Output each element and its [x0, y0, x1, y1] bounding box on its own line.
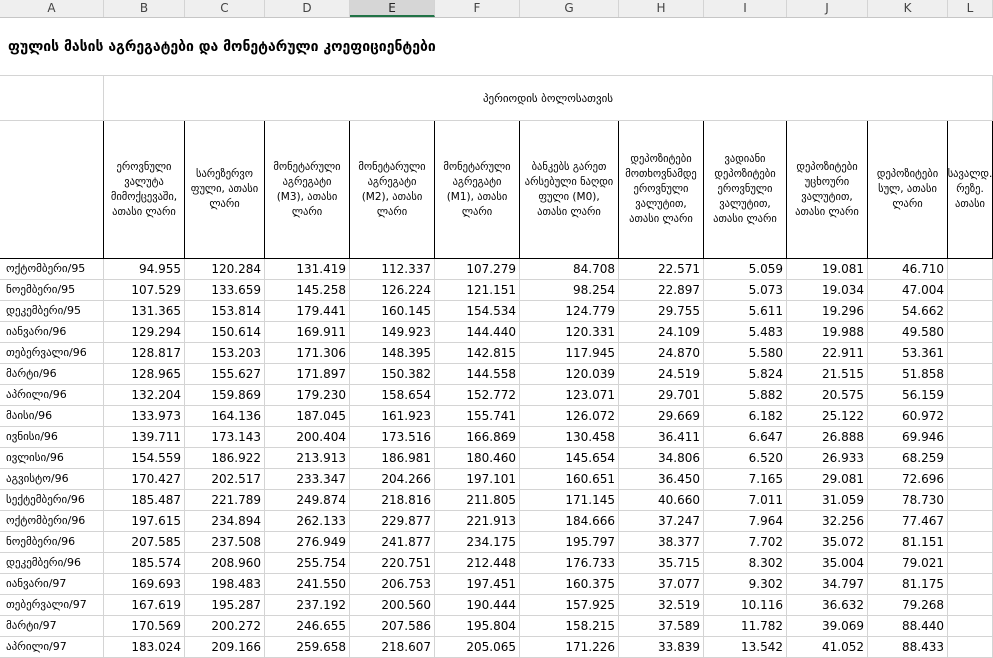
data-cell[interactable]: 142.815 [435, 343, 520, 364]
data-cell-empty[interactable] [948, 301, 993, 322]
data-cell[interactable]: 184.666 [520, 511, 619, 532]
data-cell[interactable]: 154.559 [104, 448, 185, 469]
data-cell[interactable]: 213.913 [265, 448, 350, 469]
row-label[interactable]: თებერვალი/97 [0, 595, 104, 616]
data-cell[interactable]: 155.741 [435, 406, 520, 427]
row-label[interactable]: იანვარი/96 [0, 322, 104, 343]
cell-a-period[interactable] [0, 76, 104, 121]
data-cell[interactable]: 246.655 [265, 616, 350, 637]
data-cell[interactable]: 117.945 [520, 343, 619, 364]
data-cell[interactable]: 276.949 [265, 532, 350, 553]
data-cell[interactable]: 5.611 [704, 301, 787, 322]
data-cell[interactable]: 24.870 [619, 343, 704, 364]
data-cell[interactable]: 164.136 [185, 406, 265, 427]
data-cell[interactable]: 5.824 [704, 364, 787, 385]
data-cell[interactable]: 159.869 [185, 385, 265, 406]
column-heading-b[interactable]: ეროვნული ვალუტა მიმოქცევაში, ათასი ლარი [104, 121, 185, 259]
data-cell[interactable]: 145.258 [265, 280, 350, 301]
column-heading-j[interactable]: დეპოზიტები უცხოური ვალუტით, ათასი ლარი [787, 121, 868, 259]
column-header-g[interactable]: G [520, 0, 619, 17]
data-cell[interactable]: 107.279 [435, 259, 520, 280]
data-cell[interactable]: 186.981 [350, 448, 435, 469]
data-cell[interactable]: 37.589 [619, 616, 704, 637]
data-cell[interactable]: 5.059 [704, 259, 787, 280]
data-cell-empty[interactable] [948, 553, 993, 574]
data-cell[interactable]: 185.487 [104, 490, 185, 511]
data-cell[interactable]: 11.782 [704, 616, 787, 637]
data-cell[interactable]: 53.361 [868, 343, 948, 364]
column-header-h[interactable]: H [619, 0, 704, 17]
column-heading-l[interactable]: სავალდ. რეზე. ათასი [948, 121, 993, 259]
data-cell[interactable]: 144.440 [435, 322, 520, 343]
data-cell[interactable]: 160.145 [350, 301, 435, 322]
data-cell[interactable]: 5.580 [704, 343, 787, 364]
data-cell[interactable]: 8.302 [704, 553, 787, 574]
data-cell[interactable]: 29.755 [619, 301, 704, 322]
data-cell-empty[interactable] [948, 259, 993, 280]
data-cell-empty[interactable] [948, 280, 993, 301]
data-cell[interactable]: 207.586 [350, 616, 435, 637]
data-cell[interactable]: 131.419 [265, 259, 350, 280]
data-cell[interactable]: 6.182 [704, 406, 787, 427]
column-heading-d[interactable]: მონეტარული აგრეგატი (M3), ათასი ლარი [265, 121, 350, 259]
column-header-bar [0, 0, 993, 18]
data-cell[interactable]: 107.529 [104, 280, 185, 301]
data-cell[interactable]: 49.580 [868, 322, 948, 343]
data-cell[interactable]: 24.109 [619, 322, 704, 343]
data-cell[interactable]: 129.294 [104, 322, 185, 343]
data-cell[interactable]: 179.230 [265, 385, 350, 406]
data-cell[interactable]: 241.550 [265, 574, 350, 595]
column-header-b[interactable]: B [104, 0, 185, 17]
data-cell[interactable]: 7.964 [704, 511, 787, 532]
data-cell[interactable]: 205.065 [435, 637, 520, 658]
data-cell[interactable]: 22.911 [787, 343, 868, 364]
row-label[interactable]: დეკემბერი/96 [0, 553, 104, 574]
data-cell[interactable]: 255.754 [265, 553, 350, 574]
column-heading-i[interactable]: ვადიანი დეპოზიტები ეროვნული ვალუტით, ათასი ლარი [704, 121, 787, 259]
column-heading-h[interactable]: დეპოზიტები მოთხოვნამდე ეროვნული ვალუტით, ათასი ლარი [619, 121, 704, 259]
column-header-l[interactable]: L [948, 0, 993, 17]
data-cell[interactable]: 169.693 [104, 574, 185, 595]
data-cell[interactable]: 123.071 [520, 385, 619, 406]
data-cell[interactable]: 32.519 [619, 595, 704, 616]
data-cell[interactable]: 10.116 [704, 595, 787, 616]
data-cell[interactable]: 169.911 [265, 322, 350, 343]
data-cell-empty[interactable] [948, 490, 993, 511]
data-cell[interactable]: 31.059 [787, 490, 868, 511]
data-cell[interactable]: 154.534 [435, 301, 520, 322]
data-cell[interactable]: 221.789 [185, 490, 265, 511]
row-label[interactable]: ოქტომბერი/96 [0, 511, 104, 532]
data-cell-empty[interactable] [948, 406, 993, 427]
data-cell[interactable]: 160.651 [520, 469, 619, 490]
column-header-j[interactable]: J [787, 0, 868, 17]
data-cell[interactable]: 211.805 [435, 490, 520, 511]
data-cell[interactable]: 56.159 [868, 385, 948, 406]
data-cell-empty[interactable] [948, 427, 993, 448]
data-cell[interactable]: 36.411 [619, 427, 704, 448]
data-cell[interactable]: 144.558 [435, 364, 520, 385]
data-cell[interactable]: 200.560 [350, 595, 435, 616]
data-cell[interactable]: 200.404 [265, 427, 350, 448]
data-cell[interactable]: 190.444 [435, 595, 520, 616]
data-cell[interactable]: 179.441 [265, 301, 350, 322]
row-label[interactable]: მაისი/96 [0, 406, 104, 427]
data-cell[interactable]: 34.797 [787, 574, 868, 595]
data-cell[interactable]: 9.302 [704, 574, 787, 595]
data-cell[interactable]: 29.701 [619, 385, 704, 406]
data-cell[interactable]: 132.204 [104, 385, 185, 406]
data-cell-empty[interactable] [948, 322, 993, 343]
data-cell[interactable]: 124.779 [520, 301, 619, 322]
data-cell-empty[interactable] [948, 616, 993, 637]
row-label[interactable]: ივლისი/96 [0, 448, 104, 469]
data-cell[interactable]: 130.458 [520, 427, 619, 448]
data-cell[interactable]: 208.960 [185, 553, 265, 574]
data-cell[interactable]: 186.922 [185, 448, 265, 469]
data-cell[interactable]: 40.660 [619, 490, 704, 511]
data-cell[interactable]: 209.166 [185, 637, 265, 658]
data-cell[interactable]: 153.814 [185, 301, 265, 322]
data-cell[interactable]: 259.658 [265, 637, 350, 658]
data-cell-empty[interactable] [948, 469, 993, 490]
data-cell[interactable]: 234.175 [435, 532, 520, 553]
data-cell[interactable]: 262.133 [265, 511, 350, 532]
data-cell[interactable]: 88.433 [868, 637, 948, 658]
data-cell[interactable]: 126.224 [350, 280, 435, 301]
data-cell[interactable]: 197.451 [435, 574, 520, 595]
data-cell[interactable]: 185.574 [104, 553, 185, 574]
column-heading-f[interactable]: მონეტარული აგრეგატი (M1), ათასი ლარი [435, 121, 520, 259]
data-cell[interactable]: 197.101 [435, 469, 520, 490]
data-cell[interactable]: 25.122 [787, 406, 868, 427]
data-cell[interactable]: 7.011 [704, 490, 787, 511]
data-cell[interactable]: 133.659 [185, 280, 265, 301]
row-label[interactable]: აგვისტო/96 [0, 469, 104, 490]
data-cell[interactable]: 46.710 [868, 259, 948, 280]
data-cell[interactable]: 173.143 [185, 427, 265, 448]
row-label[interactable]: სექტემბერი/96 [0, 490, 104, 511]
data-cell[interactable]: 218.816 [350, 490, 435, 511]
data-cell[interactable]: 176.733 [520, 553, 619, 574]
period-label[interactable]: პერიოდის ბოლოსათვის [104, 76, 993, 121]
data-cell[interactable]: 84.708 [520, 259, 619, 280]
data-cell[interactable]: 150.614 [185, 322, 265, 343]
data-cell[interactable]: 60.972 [868, 406, 948, 427]
data-cell[interactable]: 88.440 [868, 616, 948, 637]
data-cell[interactable]: 38.377 [619, 532, 704, 553]
data-cell[interactable]: 19.296 [787, 301, 868, 322]
data-cell-empty[interactable] [948, 385, 993, 406]
column-header-f[interactable]: F [435, 0, 520, 17]
data-cell[interactable]: 170.569 [104, 616, 185, 637]
data-cell[interactable]: 22.897 [619, 280, 704, 301]
cell-a-header[interactable] [0, 121, 104, 259]
data-cell[interactable]: 54.662 [868, 301, 948, 322]
data-cell[interactable]: 149.923 [350, 322, 435, 343]
data-cell-empty[interactable] [948, 532, 993, 553]
data-cell[interactable]: 229.877 [350, 511, 435, 532]
column-heading-k[interactable]: დეპოზიტები სულ, ათასი ლარი [868, 121, 948, 259]
data-cell[interactable]: 166.869 [435, 427, 520, 448]
data-cell[interactable]: 237.192 [265, 595, 350, 616]
data-cell-empty[interactable] [948, 364, 993, 385]
data-cell[interactable]: 51.858 [868, 364, 948, 385]
data-cell[interactable]: 21.515 [787, 364, 868, 385]
data-cell[interactable]: 218.607 [350, 637, 435, 658]
data-cell[interactable]: 37.247 [619, 511, 704, 532]
data-cell[interactable]: 19.034 [787, 280, 868, 301]
data-cell[interactable]: 195.804 [435, 616, 520, 637]
data-cell-empty[interactable] [948, 595, 993, 616]
data-cell[interactable]: 6.520 [704, 448, 787, 469]
data-cell[interactable]: 148.395 [350, 343, 435, 364]
data-cell[interactable]: 78.730 [868, 490, 948, 511]
data-cell[interactable]: 120.284 [185, 259, 265, 280]
data-cell[interactable]: 198.483 [185, 574, 265, 595]
data-cell[interactable]: 131.365 [104, 301, 185, 322]
data-cell[interactable]: 5.073 [704, 280, 787, 301]
row-label[interactable]: თებერვალი/96 [0, 343, 104, 364]
column-heading-g[interactable]: ბანკებს გარეთ არსებული ნაღდი ფული (M0), ათასი ლარი [520, 121, 619, 259]
data-cell[interactable]: 5.483 [704, 322, 787, 343]
data-cell[interactable]: 195.797 [520, 532, 619, 553]
row-label[interactable]: ოქტომბერი/95 [0, 259, 104, 280]
data-cell[interactable]: 204.266 [350, 469, 435, 490]
data-cell[interactable]: 29.669 [619, 406, 704, 427]
column-header-a[interactable]: A [0, 0, 104, 17]
data-cell[interactable]: 120.039 [520, 364, 619, 385]
data-cell[interactable]: 171.145 [520, 490, 619, 511]
data-cell[interactable]: 158.215 [520, 616, 619, 637]
data-cell[interactable]: 29.081 [787, 469, 868, 490]
data-cell[interactable]: 150.382 [350, 364, 435, 385]
data-cell[interactable]: 197.615 [104, 511, 185, 532]
data-cell[interactable]: 180.460 [435, 448, 520, 469]
data-cell[interactable]: 6.647 [704, 427, 787, 448]
data-cell[interactable]: 212.448 [435, 553, 520, 574]
data-cell[interactable]: 234.894 [185, 511, 265, 532]
row-label[interactable]: მარტი/96 [0, 364, 104, 385]
row-label[interactable]: დეკემბერი/95 [0, 301, 104, 322]
data-cell[interactable]: 126.072 [520, 406, 619, 427]
data-cell[interactable]: 33.839 [619, 637, 704, 658]
data-cell[interactable]: 79.268 [868, 595, 948, 616]
column-heading-e[interactable]: მონეტარული აგრეგატი (M2), ათასი ლარი [350, 121, 435, 259]
data-cell[interactable]: 139.711 [104, 427, 185, 448]
data-cell[interactable]: 145.654 [520, 448, 619, 469]
data-cell[interactable]: 187.045 [265, 406, 350, 427]
data-cell[interactable]: 241.877 [350, 532, 435, 553]
data-cell-empty[interactable] [948, 448, 993, 469]
data-cell[interactable]: 206.753 [350, 574, 435, 595]
column-header-e[interactable]: E [350, 0, 435, 17]
data-cell[interactable]: 220.751 [350, 553, 435, 574]
column-header-d[interactable]: D [265, 0, 350, 17]
row-label[interactable]: ივნისი/96 [0, 427, 104, 448]
data-cell[interactable]: 120.331 [520, 322, 619, 343]
data-cell[interactable]: 7.165 [704, 469, 787, 490]
data-cell[interactable]: 155.627 [185, 364, 265, 385]
data-cell[interactable]: 20.575 [787, 385, 868, 406]
data-cell[interactable]: 81.151 [868, 532, 948, 553]
data-cell[interactable]: 121.151 [435, 280, 520, 301]
data-cell[interactable]: 161.923 [350, 406, 435, 427]
data-cell[interactable]: 152.772 [435, 385, 520, 406]
row-label[interactable]: მარტი/97 [0, 616, 104, 637]
data-cell[interactable]: 128.965 [104, 364, 185, 385]
data-cell[interactable]: 202.517 [185, 469, 265, 490]
data-cell[interactable]: 195.287 [185, 595, 265, 616]
data-cell[interactable]: 79.021 [868, 553, 948, 574]
data-cell[interactable]: 35.004 [787, 553, 868, 574]
data-cell[interactable]: 39.069 [787, 616, 868, 637]
data-cell-empty[interactable] [948, 574, 993, 595]
data-cell[interactable]: 69.946 [868, 427, 948, 448]
data-cell[interactable]: 72.696 [868, 469, 948, 490]
column-header-i[interactable]: I [704, 0, 787, 17]
data-cell[interactable]: 237.508 [185, 532, 265, 553]
data-cell[interactable]: 37.077 [619, 574, 704, 595]
column-header-c[interactable]: C [185, 0, 265, 17]
data-cell[interactable]: 26.933 [787, 448, 868, 469]
data-cell[interactable]: 167.619 [104, 595, 185, 616]
data-cell[interactable]: 41.052 [787, 637, 868, 658]
data-cell[interactable]: 153.203 [185, 343, 265, 364]
data-cell[interactable]: 32.256 [787, 511, 868, 532]
data-cell[interactable]: 98.254 [520, 280, 619, 301]
data-cell[interactable]: 36.632 [787, 595, 868, 616]
data-cell[interactable]: 77.467 [868, 511, 948, 532]
data-cell[interactable]: 5.882 [704, 385, 787, 406]
data-cell[interactable]: 183.024 [104, 637, 185, 658]
data-cell[interactable]: 173.516 [350, 427, 435, 448]
data-cell[interactable]: 19.081 [787, 259, 868, 280]
data-cell[interactable]: 171.306 [265, 343, 350, 364]
data-cell[interactable]: 13.542 [704, 637, 787, 658]
data-cell[interactable]: 35.715 [619, 553, 704, 574]
data-cell[interactable]: 171.226 [520, 637, 619, 658]
column-header-k[interactable]: K [868, 0, 948, 17]
data-cell[interactable]: 94.955 [104, 259, 185, 280]
data-cell[interactable]: 68.259 [868, 448, 948, 469]
data-cell[interactable]: 128.817 [104, 343, 185, 364]
data-cell[interactable]: 160.375 [520, 574, 619, 595]
data-cell[interactable]: 233.347 [265, 469, 350, 490]
data-cell[interactable]: 170.427 [104, 469, 185, 490]
data-cell[interactable]: 157.925 [520, 595, 619, 616]
row-label[interactable]: ნოემბერი/95 [0, 280, 104, 301]
row-label[interactable]: ნოემბერი/96 [0, 532, 104, 553]
data-cell[interactable]: 24.519 [619, 364, 704, 385]
column-heading-c[interactable]: სარეზერვო ფული, ათასი ლარი [185, 121, 265, 259]
data-cell[interactable]: 207.585 [104, 532, 185, 553]
data-cell[interactable]: 36.450 [619, 469, 704, 490]
data-cell[interactable]: 22.571 [619, 259, 704, 280]
data-cell[interactable]: 26.888 [787, 427, 868, 448]
data-cell[interactable]: 81.175 [868, 574, 948, 595]
data-cell[interactable]: 221.913 [435, 511, 520, 532]
data-cell[interactable]: 200.272 [185, 616, 265, 637]
data-cell[interactable]: 34.806 [619, 448, 704, 469]
data-cell[interactable]: 35.072 [787, 532, 868, 553]
row-label[interactable]: აპრილი/96 [0, 385, 104, 406]
data-cell[interactable]: 19.988 [787, 322, 868, 343]
sheet-title[interactable]: ფულის მასის აგრეგატები და მონეტარული კოეფიციენტები [0, 18, 993, 76]
row-label[interactable]: იანვარი/97 [0, 574, 104, 595]
data-cell-empty[interactable] [948, 637, 993, 658]
data-cell[interactable]: 112.337 [350, 259, 435, 280]
data-cell[interactable]: 249.874 [265, 490, 350, 511]
row-label[interactable]: აპრილი/97 [0, 637, 104, 658]
data-cell[interactable]: 171.897 [265, 364, 350, 385]
data-cell[interactable]: 133.973 [104, 406, 185, 427]
data-cell[interactable]: 7.702 [704, 532, 787, 553]
data-cell[interactable]: 47.004 [868, 280, 948, 301]
data-cell[interactable]: 158.654 [350, 385, 435, 406]
data-cell-empty[interactable] [948, 511, 993, 532]
data-cell-empty[interactable] [948, 343, 993, 364]
